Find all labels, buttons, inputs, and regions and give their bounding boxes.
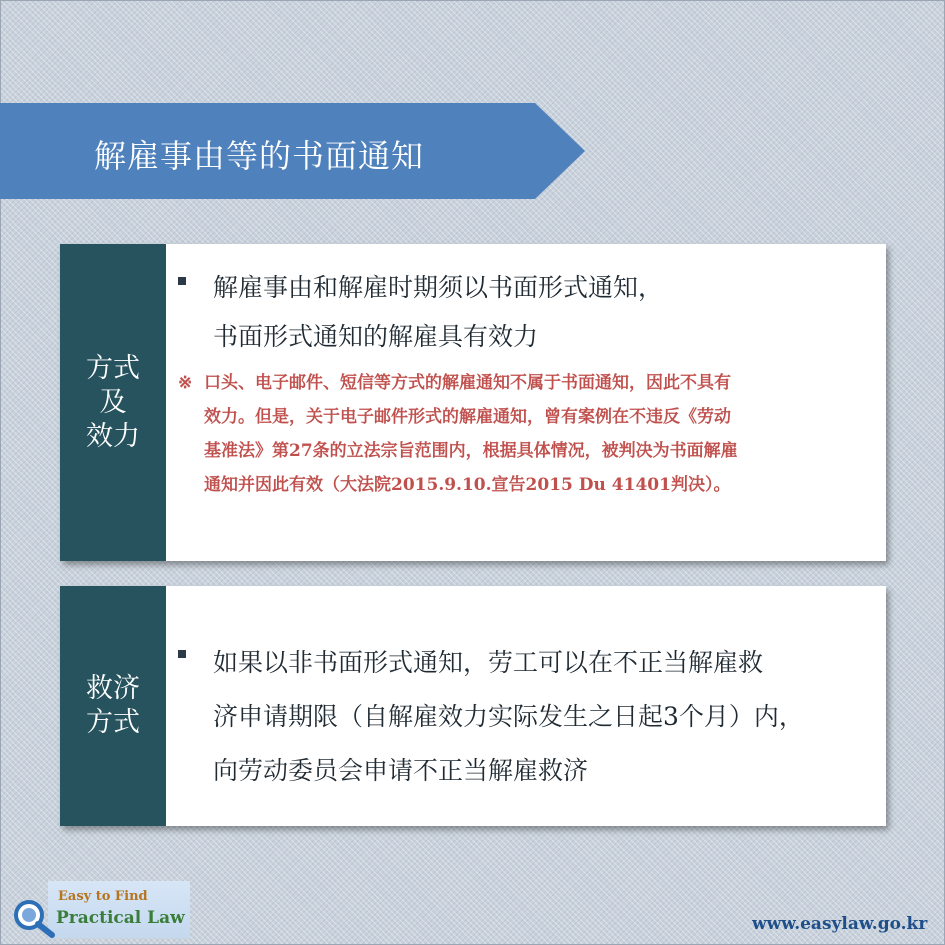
note-line: 口头、电子邮件、短信等方式的解雇通知不属于书面通知，因此不具有 bbox=[204, 373, 731, 393]
square-bullet-icon bbox=[178, 277, 186, 285]
title-banner bbox=[0, 103, 585, 199]
bullet-item bbox=[178, 636, 804, 798]
section-card-method bbox=[60, 244, 886, 561]
section-label-panel bbox=[60, 586, 166, 826]
page-title: 解雇事由等的书面通知 bbox=[94, 137, 425, 175]
label-line: 及 bbox=[99, 386, 127, 418]
reference-mark: ※ bbox=[178, 373, 193, 393]
label-line: 效力 bbox=[86, 420, 140, 452]
easy-to-find-logo bbox=[12, 880, 190, 938]
section-label bbox=[78, 672, 148, 740]
note-line: 效力。但是，关于电子邮件形式的解雇通知，曾有案例在不违反《劳动 bbox=[204, 407, 731, 427]
bullet-line: 如果以非书面形式通知，劳工可以在不正当解雇救 bbox=[213, 648, 764, 677]
bullet-item bbox=[178, 263, 663, 361]
section-card-remedy bbox=[60, 586, 886, 826]
label-line: 方式 bbox=[86, 707, 140, 738]
label-line: 救济 bbox=[86, 673, 140, 704]
logo-line-2: Practical Law bbox=[56, 908, 185, 928]
note-line: 通知并因此有效（大法院2015.9.10.宣告2015 Du 41401判决）。 bbox=[204, 475, 731, 495]
logo-line-1: Easy to Find bbox=[58, 889, 148, 904]
section-label bbox=[78, 352, 148, 454]
square-bullet-icon bbox=[178, 650, 186, 658]
bullet-text bbox=[213, 636, 804, 798]
bullet-line: 解雇事由和解雇时期须以书面形式通知， bbox=[213, 273, 664, 302]
bullet-line: 向劳动委员会申请不正当解雇救济 bbox=[213, 756, 589, 785]
website-url: www.easylaw.go.kr bbox=[752, 914, 928, 934]
magnifier-icon bbox=[12, 898, 58, 938]
note-line: 基准法》第27条的立法宗旨范围内，根据具体情况，被判决为书面解雇 bbox=[204, 441, 738, 461]
bullet-text bbox=[213, 263, 663, 361]
label-line: 方式 bbox=[86, 352, 140, 384]
bullet-line: 书面形式通知的解雇具有效力 bbox=[213, 322, 539, 351]
section-label-panel bbox=[60, 244, 166, 561]
bullet-line: 济申请期限（自解雇效力实际发生之日起3个月）内， bbox=[213, 702, 804, 731]
note-block bbox=[178, 366, 874, 502]
